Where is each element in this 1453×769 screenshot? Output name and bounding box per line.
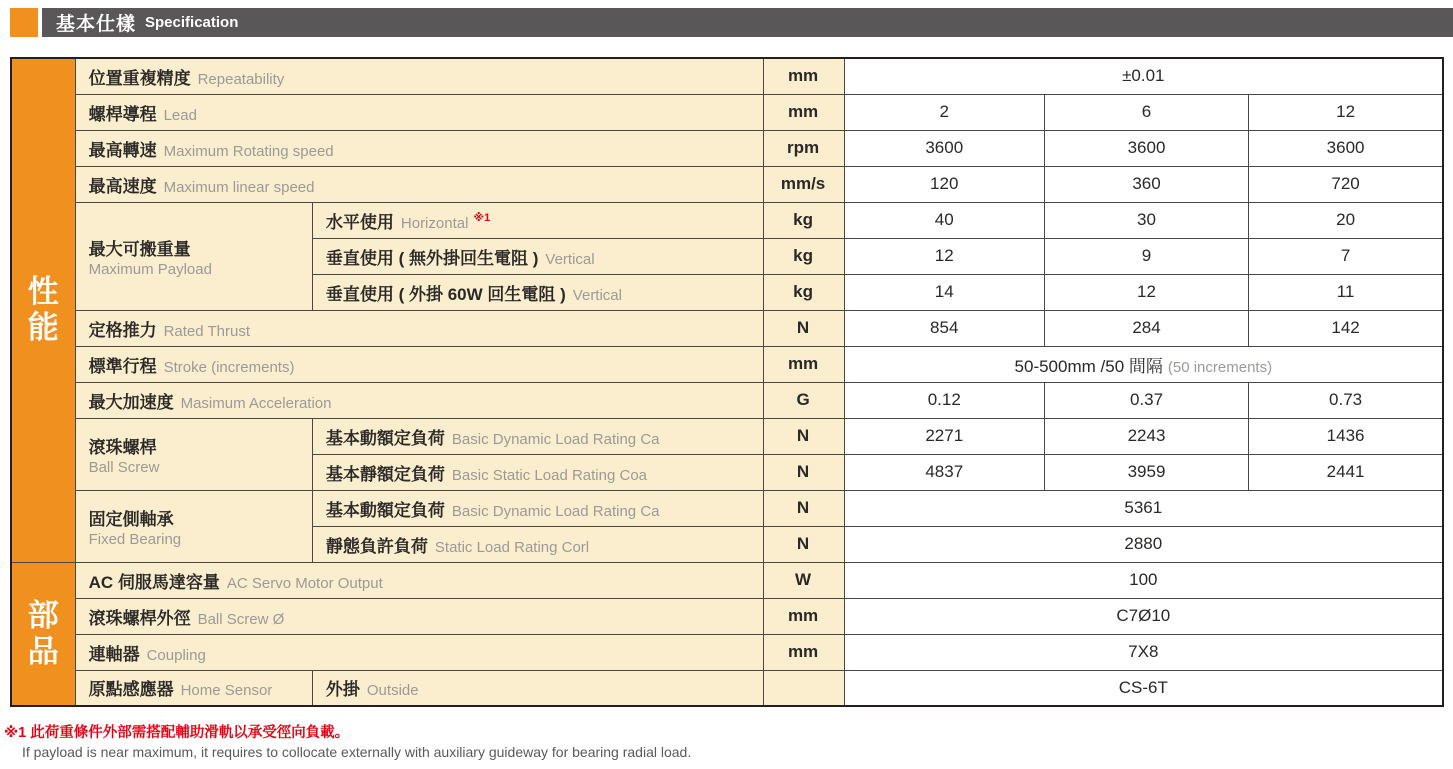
label-cell xyxy=(312,274,763,310)
label-zh: 滾珠螺桿外徑 xyxy=(88,608,191,628)
label-zh: 靜態負許負荷 xyxy=(325,536,428,556)
label-en: Stroke (increments) xyxy=(163,358,295,376)
value-cell: ±0.01 xyxy=(844,58,1443,94)
value-cell: 20 xyxy=(1249,202,1443,238)
value-cell: 142 xyxy=(1249,310,1443,346)
value-cell: 2243 xyxy=(1044,418,1248,454)
value-cell: 40 xyxy=(844,202,1044,238)
label-cell xyxy=(75,130,763,166)
label-en: Maximum Rotating speed xyxy=(163,142,334,160)
group-label-zh: 原點感應器 xyxy=(88,680,174,700)
unit-cell: mm xyxy=(763,94,844,130)
value-cell: 3600 xyxy=(844,130,1044,166)
table-row xyxy=(11,310,1443,346)
table-row xyxy=(11,166,1443,202)
unit-cell xyxy=(763,670,844,706)
label-en: Coupling xyxy=(146,646,206,664)
value-cell: 0.12 xyxy=(844,382,1044,418)
label-cell xyxy=(75,346,763,382)
label-en: Lead xyxy=(163,106,197,124)
value-main: 50-500mm /50 間隔 xyxy=(1014,356,1163,376)
value-cell: 2880 xyxy=(844,526,1443,562)
label-zh: 外掛 xyxy=(325,680,360,700)
unit-cell: kg xyxy=(763,202,844,238)
value-cell: 11 xyxy=(1249,274,1443,310)
label-zh: 基本靜額定負荷 xyxy=(325,464,445,484)
value-cell: 9 xyxy=(1044,238,1248,274)
group-label-cell xyxy=(75,490,312,562)
label-zh: 基本動額定負荷 xyxy=(325,500,445,520)
value-cell xyxy=(844,346,1443,382)
footnote-ref: ※1 xyxy=(473,211,491,224)
value-cell: 100 xyxy=(844,562,1443,598)
label-zh: 最大加速度 xyxy=(88,392,174,412)
table-row xyxy=(11,418,1443,454)
unit-cell: N xyxy=(763,454,844,490)
label-en: Masimum Acceleration xyxy=(180,394,332,412)
table-row xyxy=(11,202,1443,238)
orange-accent-block xyxy=(10,8,38,37)
value-cell: 2441 xyxy=(1249,454,1443,490)
unit-cell: N xyxy=(763,418,844,454)
unit-cell: G xyxy=(763,382,844,418)
label-zh: AC 伺服馬達容量 xyxy=(88,572,220,592)
label-en: Ball Screw Ø xyxy=(197,610,285,628)
value-cell: 4837 xyxy=(844,454,1044,490)
label-cell xyxy=(75,634,763,670)
value-cell: 3600 xyxy=(1249,130,1443,166)
label-zh: 基本動額定負荷 xyxy=(325,428,445,448)
label-cell xyxy=(312,454,763,490)
unit-cell: mm/s xyxy=(763,166,844,202)
value-cell: 7X8 xyxy=(844,634,1443,670)
value-cell: 854 xyxy=(844,310,1044,346)
value-cell: 6 xyxy=(1044,94,1248,130)
value-cell: 0.37 xyxy=(1044,382,1248,418)
value-cell: 14 xyxy=(844,274,1044,310)
table-row xyxy=(11,634,1443,670)
label-en: Basic Dynamic Load Rating Ca xyxy=(451,502,660,520)
label-zh: 位置重複精度 xyxy=(88,68,191,88)
table-row xyxy=(11,670,1443,706)
sidebar-section-performance xyxy=(11,58,75,562)
table-row xyxy=(11,130,1443,166)
label-zh: 最高轉速 xyxy=(88,140,157,160)
label-en: Static Load Rating Corl xyxy=(434,538,590,556)
value-cell: 3959 xyxy=(1044,454,1248,490)
label-en: Basic Static Load Rating Coa xyxy=(451,466,648,484)
header-bar xyxy=(42,8,1453,37)
value-cell: 0.73 xyxy=(1249,382,1443,418)
value-cell: 720 xyxy=(1249,166,1443,202)
group-label-zh: 固定側軸承 xyxy=(88,509,174,529)
unit-cell: W xyxy=(763,562,844,598)
group-label-en: Fixed Bearing xyxy=(88,530,182,548)
sidebar-char: 能 xyxy=(27,310,59,346)
label-zh: 螺桿導程 xyxy=(88,104,157,124)
value-cell: 1436 xyxy=(1249,418,1443,454)
unit-cell: kg xyxy=(763,238,844,274)
label-en: Rated Thrust xyxy=(163,322,251,340)
value-cell: 120 xyxy=(844,166,1044,202)
label-en: Horizontal xyxy=(400,214,469,232)
value-cell: 12 xyxy=(1044,274,1248,310)
table-row xyxy=(11,490,1443,526)
value-cell: C7Ø10 xyxy=(844,598,1443,634)
value-cell: 12 xyxy=(1249,94,1443,130)
label-en: Basic Dynamic Load Rating Ca xyxy=(451,430,660,448)
group-label-en: Ball Screw xyxy=(88,458,160,476)
group-label-zh: 最大可搬重量 xyxy=(88,239,191,259)
label-cell xyxy=(75,94,763,130)
unit-cell: N xyxy=(763,526,844,562)
value-cell: 30 xyxy=(1044,202,1248,238)
value-cell: 12 xyxy=(844,238,1044,274)
value-cell: 284 xyxy=(1044,310,1248,346)
specification-table xyxy=(10,57,1444,707)
group-label-cell xyxy=(75,202,312,310)
label-en: Outside xyxy=(366,682,419,700)
label-cell xyxy=(312,418,763,454)
label-cell xyxy=(75,166,763,202)
sidebar-char: 部 xyxy=(27,597,59,633)
label-cell xyxy=(75,310,763,346)
label-zh: 垂直使用 ( 無外掛回生電阻 ) xyxy=(325,248,539,268)
label-en: AC Servo Motor Output xyxy=(226,574,383,592)
label-en: Vertical xyxy=(572,286,622,304)
table-row xyxy=(11,382,1443,418)
table-row xyxy=(11,94,1443,130)
unit-cell: mm xyxy=(763,58,844,94)
label-en: Repeatability xyxy=(197,70,285,88)
table-row xyxy=(11,58,1443,94)
group-label-en: Maximum Payload xyxy=(88,260,212,278)
value-note: (50 increments) xyxy=(1167,358,1273,376)
value-cell: CS-6T xyxy=(844,670,1443,706)
label-zh: 最高速度 xyxy=(88,176,157,196)
unit-cell: mm xyxy=(763,598,844,634)
table-row xyxy=(11,598,1443,634)
label-zh: 標準行程 xyxy=(88,356,157,376)
group-label-cell xyxy=(75,418,312,490)
unit-cell: N xyxy=(763,310,844,346)
section-header xyxy=(0,8,1453,37)
label-zh: 水平使用 xyxy=(325,212,394,232)
label-cell xyxy=(75,562,763,598)
page-title-zh: 基本仕樣 xyxy=(56,14,137,35)
label-zh: 連軸器 xyxy=(88,644,140,664)
value-cell: 7 xyxy=(1249,238,1443,274)
unit-cell: mm xyxy=(763,346,844,382)
label-cell xyxy=(312,202,763,238)
label-cell xyxy=(312,670,763,706)
group-label-cell xyxy=(75,670,312,706)
footnote-zh: ※1 此荷重條件外部需搭配輔助滑軌以承受徑向負載。 xyxy=(4,725,350,741)
unit-cell: kg xyxy=(763,274,844,310)
value-cell: 5361 xyxy=(844,490,1443,526)
label-en: Maximum linear speed xyxy=(163,178,315,196)
label-cell xyxy=(75,598,763,634)
value-cell: 2271 xyxy=(844,418,1044,454)
label-zh: 定格推力 xyxy=(88,320,157,340)
page-title-en: Specification xyxy=(145,14,239,31)
group-label-en: Home Sensor xyxy=(180,682,273,700)
label-cell xyxy=(312,526,763,562)
unit-cell: N xyxy=(763,490,844,526)
table-row xyxy=(11,346,1443,382)
footnote-en: If payload is near maximum, it requires to collocate externally with auxiliary guideway for bearing radial load. xyxy=(22,744,692,760)
value-cell: 2 xyxy=(844,94,1044,130)
table-row xyxy=(11,562,1443,598)
unit-cell: rpm xyxy=(763,130,844,166)
label-cell xyxy=(312,238,763,274)
unit-cell: mm xyxy=(763,634,844,670)
label-cell xyxy=(75,382,763,418)
sidebar-char: 品 xyxy=(27,633,59,669)
label-cell xyxy=(75,58,763,94)
label-cell xyxy=(312,490,763,526)
group-label-zh: 滾珠螺桿 xyxy=(88,437,157,457)
footnote xyxy=(4,724,691,762)
label-zh: 垂直使用 ( 外掛 60W 回生電阻 ) xyxy=(325,284,566,304)
sidebar-char: 性 xyxy=(27,274,59,310)
sidebar-section-parts xyxy=(11,562,75,706)
value-cell: 3600 xyxy=(1044,130,1248,166)
label-en: Vertical xyxy=(545,250,595,268)
value-cell: 360 xyxy=(1044,166,1248,202)
